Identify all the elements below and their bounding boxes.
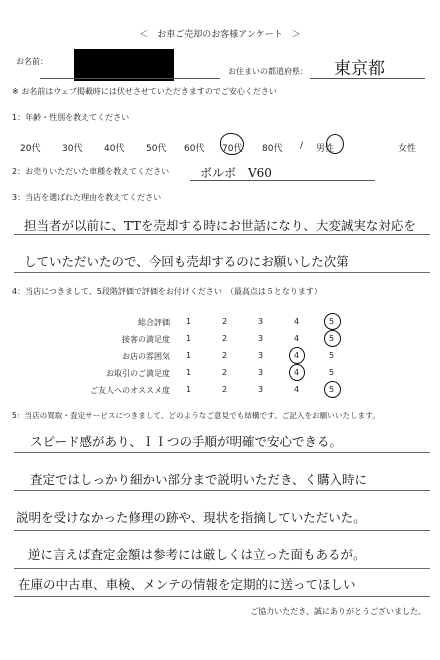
age-option-60s[interactable]: 60代 [184, 144, 205, 154]
age-option-30s[interactable]: 30代 [62, 144, 83, 154]
q5-ruled-line [14, 596, 430, 597]
q3-ruled-line [14, 272, 430, 273]
q5-answer-line: 在庫の中古車、車検、メンテの情報を定期的に送ってほしい [18, 577, 356, 592]
age-70s-selection-circle [220, 133, 244, 155]
rating-label: 接客の満足度 [122, 335, 170, 344]
q5-answer-line: 査定ではしっかり細かい部分まで説明いただき、く購入時に [30, 472, 368, 487]
q5-ruled-line [14, 568, 430, 569]
age-option-20s[interactable]: 20代 [20, 144, 41, 154]
q5-ruled-line [14, 452, 430, 453]
score-4[interactable]: 4 [294, 368, 300, 377]
q1-question: 1：年齢・性別を教えてください [12, 113, 130, 122]
age-option-40s[interactable]: 40代 [104, 144, 125, 154]
score-3[interactable]: 3 [258, 334, 264, 343]
q5-ruled-line [14, 490, 430, 491]
rating-row-transaction [0, 368, 440, 382]
rating-selection-circle [324, 313, 341, 330]
rating-label: お取引のご満足度 [106, 369, 170, 378]
score-4[interactable]: 4 [294, 334, 300, 343]
score-5[interactable]: 5 [329, 351, 335, 360]
age-option-80s[interactable]: 80代 [262, 144, 283, 154]
score-1[interactable]: 1 [186, 334, 192, 343]
q5-answer-line: 説明を受けなかった修理の跡や、現状を指摘していただいた。 [16, 510, 366, 525]
score-4[interactable]: 4 [294, 317, 300, 326]
name-label: お名前： [16, 57, 48, 66]
rating-row-recommend [0, 385, 440, 399]
q3-answer-line: 担当者が以前に、TTを売却する時にお世話になり、大変誠実な対応を [24, 218, 416, 233]
score-3[interactable]: 3 [258, 368, 264, 377]
score-2[interactable]: 2 [222, 385, 228, 394]
q5-answer-line: 逆に言えば査定金額は参考には厳しくは立った面もあるが。 [28, 547, 366, 562]
score-1[interactable]: 1 [186, 351, 192, 360]
score-5[interactable]: 5 [329, 334, 335, 343]
score-3[interactable]: 3 [258, 317, 264, 326]
rating-label: お店の雰囲気 [122, 352, 170, 361]
gender-male-selection-circle [326, 134, 344, 154]
score-1[interactable]: 1 [186, 368, 192, 377]
gender-option-male[interactable]: 男性 [316, 144, 335, 154]
slash-separator: / [300, 141, 304, 151]
q5-answer-line: スピード感があり、ＩＩつの手順が明確で安心できる。 [30, 434, 343, 449]
rating-selection-circle [289, 364, 305, 381]
rating-row-atmosphere [0, 351, 440, 365]
score-1[interactable]: 1 [186, 317, 192, 326]
rating-selection-circle [324, 381, 341, 398]
q2-question: 2：お売りいただいた車種を教えてください [12, 167, 170, 176]
prefecture-underline [310, 78, 425, 79]
rating-selection-circle [324, 330, 341, 347]
score-2[interactable]: 2 [222, 351, 228, 360]
footer-thanks: ご協力いただき、誠にありがとうございました。 [250, 607, 426, 616]
rating-label: ご友人へのオススメ度 [90, 386, 170, 395]
q3-answer-line: していただいたので、今回も売却するのにお願いした次第 [24, 254, 349, 269]
rating-row-service [0, 334, 440, 348]
q2-underline [190, 180, 375, 181]
score-4[interactable]: 4 [294, 351, 300, 360]
q3-question: 3：当店を選ばれた理由を教えてください [12, 193, 162, 202]
q2-answer: ボルボ V60 [200, 166, 272, 180]
score-2[interactable]: 2 [222, 368, 228, 377]
prefecture-label: お住まいの都道府県： [228, 67, 308, 76]
privacy-notice: ※ お名前はウェブ掲載時には伏せさせていただきますのでご安心ください [12, 87, 277, 96]
gender-option-female[interactable]: 女性 [398, 144, 417, 154]
score-5[interactable]: 5 [329, 317, 335, 326]
score-5[interactable]: 5 [329, 385, 335, 394]
score-1[interactable]: 1 [186, 385, 192, 394]
score-5[interactable]: 5 [329, 368, 335, 377]
rating-label: 総合評価 [138, 318, 170, 327]
rating-row-overall [0, 317, 440, 331]
name-underline [40, 78, 220, 79]
q5-question: 5：当店の買取・査定サービスにつきまして、どのようなご意見でも結構です、ご記入をお願いいたします。 [12, 411, 380, 420]
q4-question: 4：当店につきまして、5段階評価で評価をお付けください （最高点は５となります） [12, 287, 322, 296]
score-4[interactable]: 4 [294, 385, 300, 394]
age-option-70s[interactable]: 70代 [222, 144, 243, 154]
q5-ruled-line [14, 530, 430, 531]
q3-ruled-line [14, 234, 430, 235]
score-2[interactable]: 2 [222, 334, 228, 343]
score-3[interactable]: 3 [258, 385, 264, 394]
age-option-50s[interactable]: 50代 [146, 144, 167, 154]
score-3[interactable]: 3 [258, 351, 264, 360]
score-2[interactable]: 2 [222, 317, 228, 326]
rating-selection-circle [289, 347, 305, 364]
prefecture-value: 東京都 [334, 59, 385, 79]
page-title: ＜ お車ご売却のお客様アンケート ＞ [139, 30, 301, 40]
name-redaction [74, 49, 174, 81]
